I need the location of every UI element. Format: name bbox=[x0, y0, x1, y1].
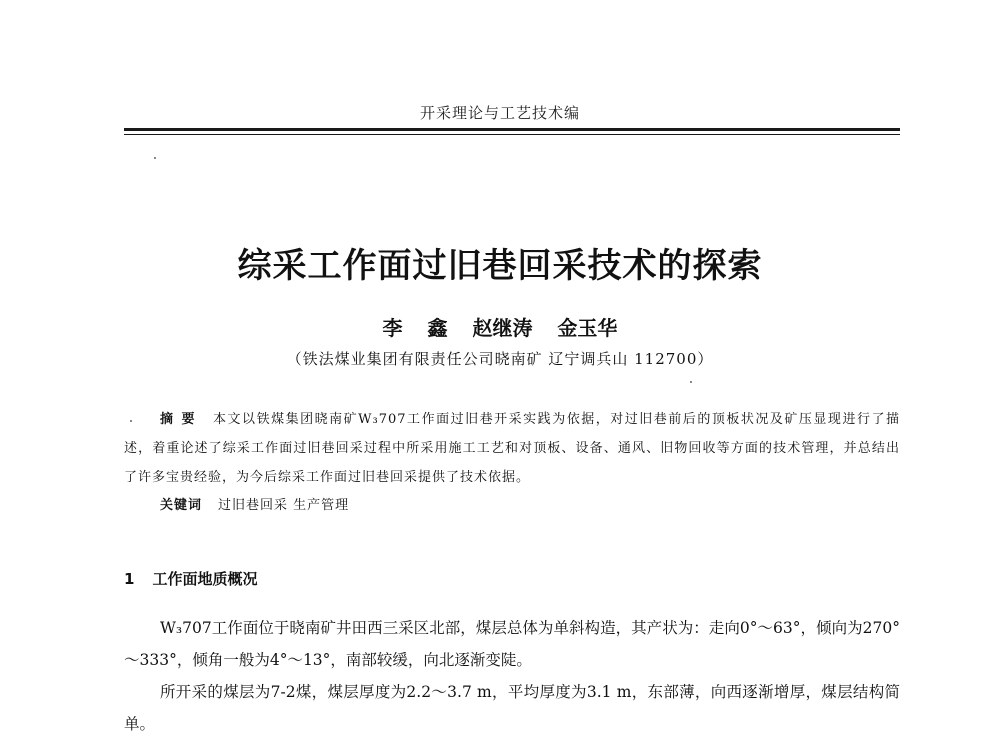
header-rule-thick bbox=[124, 128, 900, 131]
section-heading bbox=[124, 568, 257, 589]
section-number: 1 bbox=[124, 570, 135, 588]
keywords bbox=[160, 494, 860, 513]
abstract bbox=[124, 405, 900, 492]
paper-affiliation: （铁法煤业集团有限责任公司晓南矿 辽宁调兵山 112700） bbox=[286, 350, 714, 368]
header-rule-thin bbox=[124, 134, 900, 135]
section-title: 工作面地质概况 bbox=[152, 570, 258, 588]
abstract-text: 本文以铁煤集团晓南矿W₃707工作面过旧巷开采实践为依据，对过旧巷前后的顶板状况及矿压显现进行了描述，着重论述了综采工作面过旧巷回采过程中所采用施工工艺和对顶板、设备、通风、旧物回收等方面的技术管理，并总结出了许多宝贵经验，为今后综采工作面过旧巷回采提供了技术依据。 bbox=[124, 412, 900, 485]
running-header: 开采理论与工艺技术编 bbox=[419, 104, 580, 122]
section-body bbox=[124, 612, 900, 740]
scan-speck bbox=[690, 381, 692, 383]
scan-speck bbox=[130, 420, 132, 422]
abstract-label: 摘要 bbox=[160, 412, 204, 427]
scan-speck bbox=[154, 157, 156, 159]
paragraph: 所开采的煤层为7-2煤，煤层厚度为2.2～3.7 m，平均厚度为3.1 m，东部薄，向西逐渐增厚，煤层结构简单。 bbox=[124, 683, 900, 733]
paragraph: W₃707工作面位于晓南矿井田西三采区北部，煤层总体为单斜构造，其产状为：走向0°～63°，倾向为270°～333°，倾角一般为4°～13°，南部较缓，向北逐渐变陡。 bbox=[124, 619, 900, 669]
paper-authors: 李 鑫 赵继涛 金玉华 bbox=[382, 316, 618, 340]
paper-title: 综采工作面过旧巷回采技术的探索 bbox=[237, 246, 763, 286]
keywords-label: 关键词 bbox=[160, 498, 203, 513]
keywords-text: 过旧巷回采 生产管理 bbox=[218, 498, 350, 513]
